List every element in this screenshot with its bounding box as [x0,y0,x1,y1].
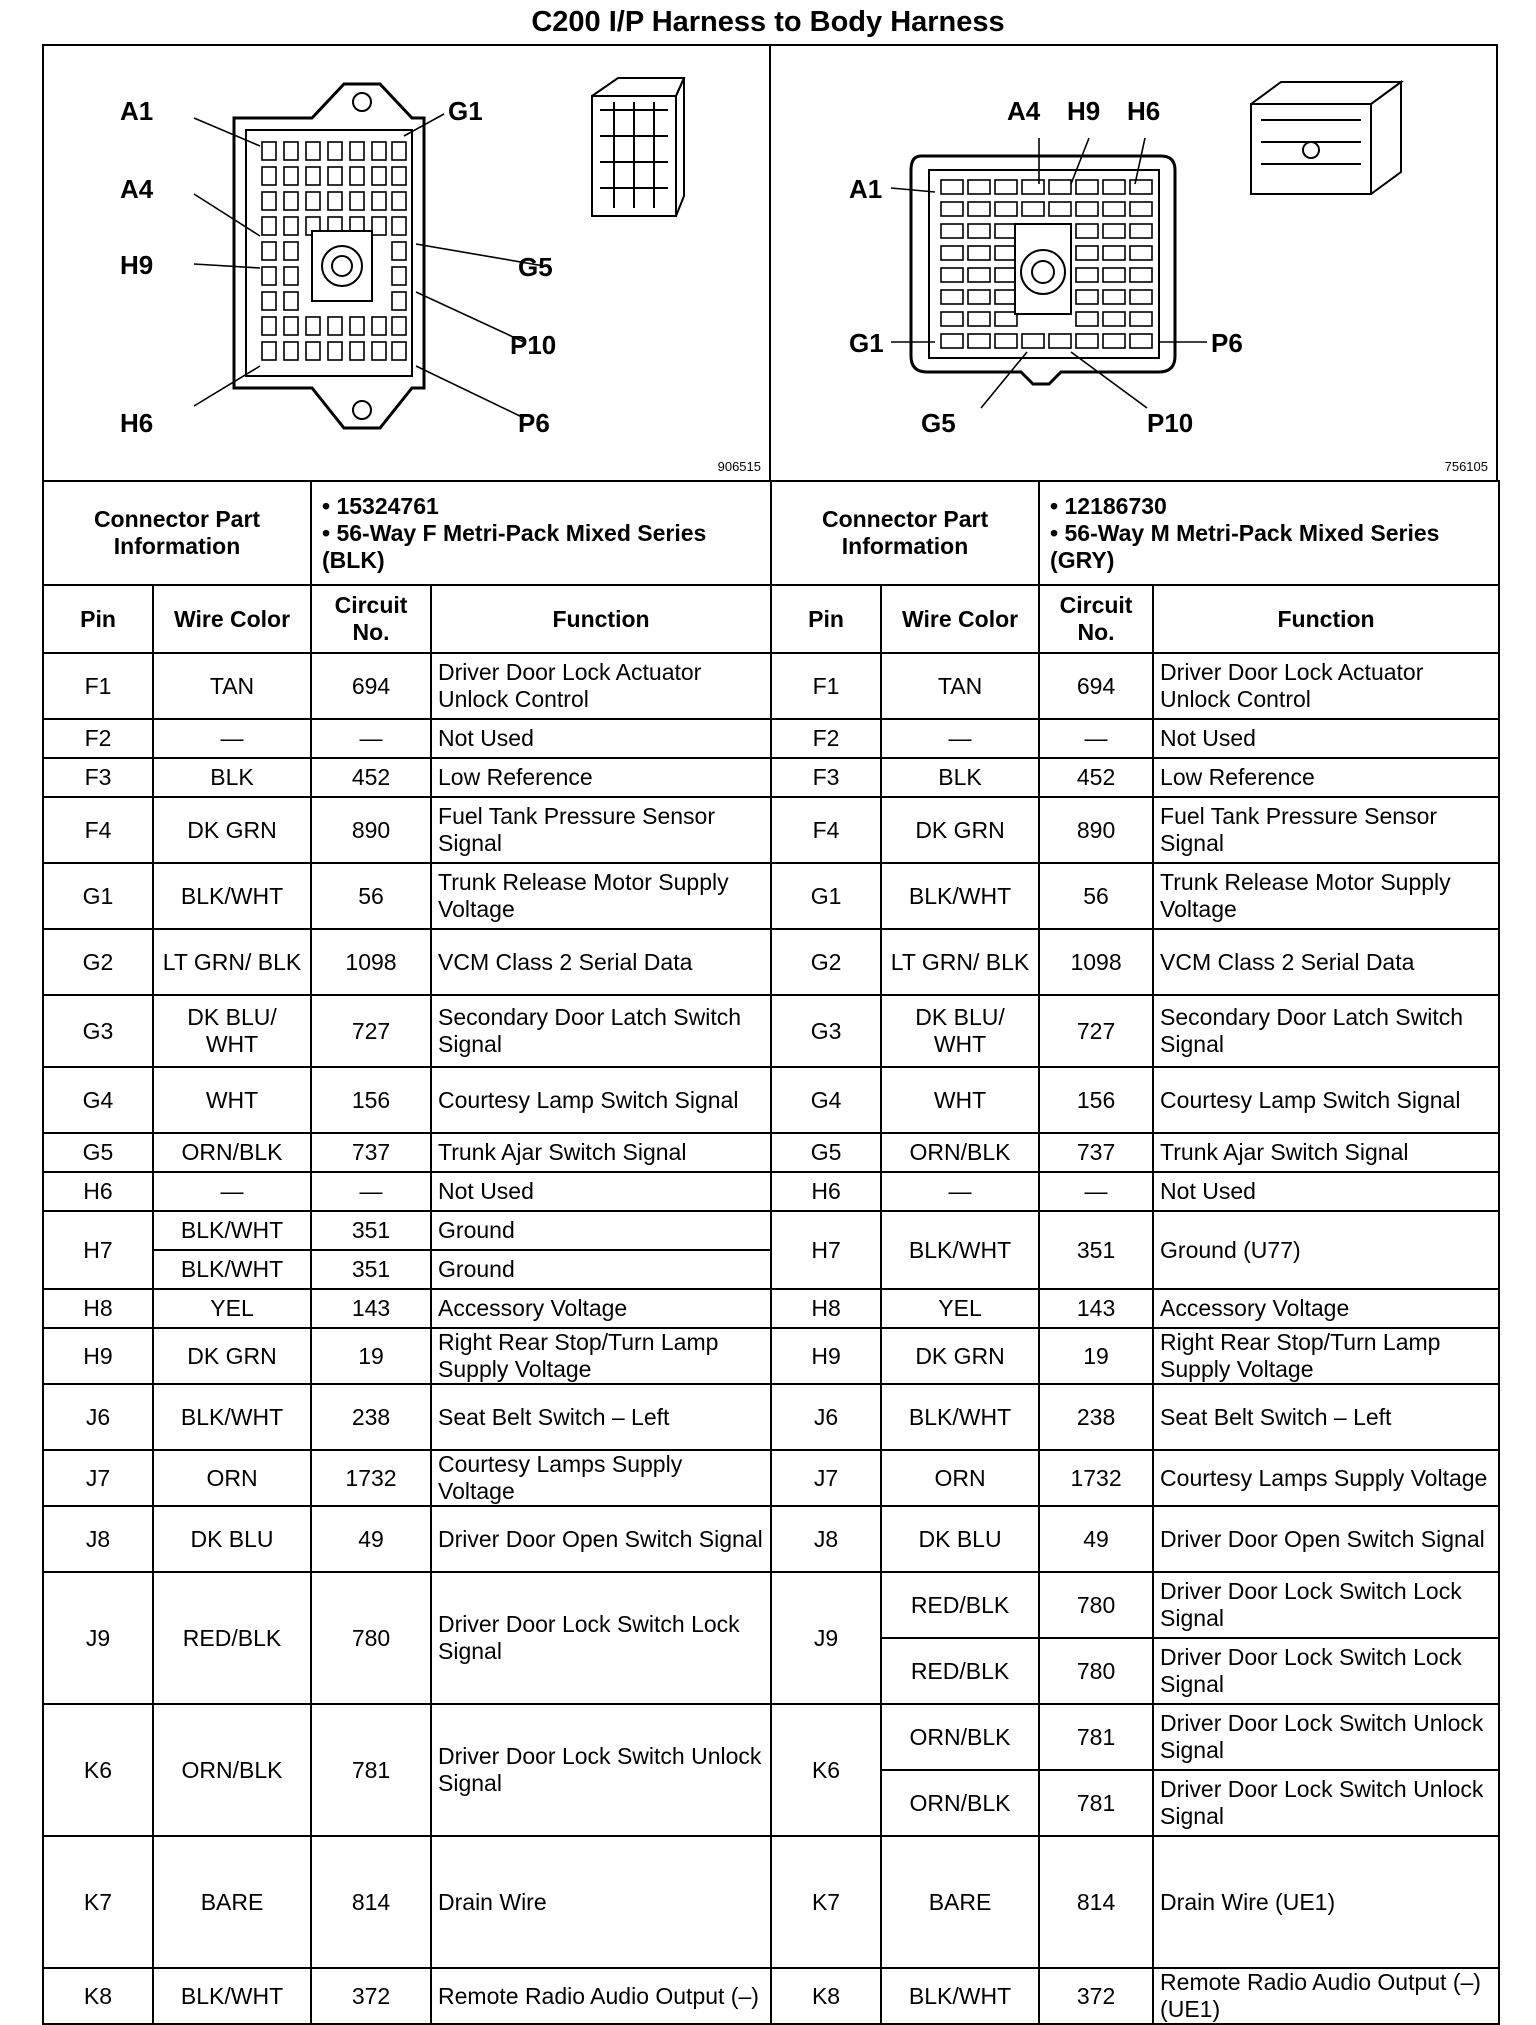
left-wire-color-cell: ORN/BLK [153,1133,311,1172]
left-circuit-cell: 890 [311,797,431,863]
right-function-cell: Trunk Release Motor Supply Voltage [1153,863,1499,929]
right-bullet-1: • [1050,492,1059,519]
right-wire-color-header: Wire Color [881,585,1039,653]
right-circuit-cell: 56 [1039,863,1153,929]
left-connector-diagram [44,46,771,480]
left-bullet-2: • [322,519,331,546]
right-pin-cell: H9 [771,1328,881,1384]
left-wire-color-cell: — [153,719,311,758]
right-circuit-cell: 1732 [1039,1450,1153,1506]
left-wire-color-cell: BLK/WHT [153,1250,311,1289]
left-pin-cell: J7 [43,1450,153,1506]
left-circuit-cell: 351 [311,1211,431,1250]
right-callout-G1: G1 [849,328,884,358]
right-wire-color-cell: TAN [881,653,1039,719]
left-circuit-cell: 780 [311,1572,431,1704]
left-wire-color-cell: LT GRN/ BLK [153,929,311,995]
table-row [43,995,1499,1067]
left-callout-G1: G1 [448,96,483,126]
right-pin-cell: G3 [771,995,881,1067]
left-function-cell: Fuel Tank Pressure Sensor Signal [431,797,771,863]
left-function-header: Function [431,585,771,653]
right-function-cell: Seat Belt Switch – Left [1153,1384,1499,1450]
left-function-cell: Secondary Door Latch Switch Signal [431,995,771,1067]
right-circuit-cell: — [1039,719,1153,758]
left-function-cell: Courtesy Lamps Supply Voltage [431,1450,771,1506]
right-function-header: Function [1153,585,1499,653]
left-pin-cell: F3 [43,758,153,797]
left-circuit-cell: 694 [311,653,431,719]
right-pin-cell: G4 [771,1067,881,1133]
left-pin-cell: H7 [43,1211,153,1289]
right-description: 56-Way M Metri-Pack Mixed Series (GRY) [1050,519,1440,573]
left-circuit-cell: 156 [311,1067,431,1133]
right-function-cell: Drain Wire (UE1) [1153,1836,1499,1968]
left-function-cell: Drain Wire [431,1836,771,1968]
left-pin-cell: K7 [43,1836,153,1968]
right-callout-P10: P10 [1147,408,1194,438]
right-circuit-cell: 351 [1039,1211,1153,1289]
right-function-cell: Right Rear Stop/Turn Lamp Supply Voltage [1153,1328,1499,1384]
left-pin-cell: H8 [43,1289,153,1328]
table-row [43,1836,1499,1968]
left-callout-G5: G5 [518,252,553,282]
left-function-cell: Trunk Release Motor Supply Voltage [431,863,771,929]
left-circuit-cell: 452 [311,758,431,797]
left-circuit-cell: — [311,1172,431,1211]
left-part-number: 15324761 [336,492,439,519]
right-circuit-cell: 727 [1039,995,1153,1067]
left-circuit-cell: 143 [311,1289,431,1328]
right-pin-cell: G1 [771,863,881,929]
left-circuit-cell: 19 [311,1328,431,1384]
table-row [43,758,1499,797]
right-pin-cell: K7 [771,1836,881,1968]
right-wire-color-cell: ORN [881,1450,1039,1506]
right-function-cell: Driver Door Lock Switch Unlock Signal [1153,1770,1499,1836]
table-row [43,1211,1499,1250]
left-function-cell: Ground [431,1211,771,1250]
left-circuit-cell: 727 [311,995,431,1067]
left-wire-color-cell: DK GRN [153,1328,311,1384]
right-wire-color-cell: WHT [881,1067,1039,1133]
right-bullet-2: • [1050,519,1059,546]
right-pin-cell: F2 [771,719,881,758]
table-row [43,797,1499,863]
left-circuit-cell: 372 [311,1968,431,2024]
right-wire-color-cell: YEL [881,1289,1039,1328]
table-row [43,1572,1499,1638]
left-pin-cell: F2 [43,719,153,758]
right-pin-cell: K6 [771,1704,881,1836]
right-pin-header: Pin [771,585,881,653]
right-function-cell: Driver Door Open Switch Signal [1153,1506,1499,1572]
right-function-cell: Not Used [1153,1172,1499,1211]
right-info-label: Connector Part Information [771,481,1039,585]
right-wire-color-cell: RED/BLK [881,1572,1039,1638]
left-pin-cell: J8 [43,1506,153,1572]
table-row [43,1289,1499,1328]
right-circuit-cell: 156 [1039,1067,1153,1133]
right-wire-color-cell: DK GRN [881,1328,1039,1384]
left-circuit-cell: 1098 [311,929,431,995]
right-wire-color-cell: DK BLU [881,1506,1039,1572]
left-pin-cell: G2 [43,929,153,995]
right-function-cell: Fuel Tank Pressure Sensor Signal [1153,797,1499,863]
left-function-cell: Driver Door Lock Switch Unlock Signal [431,1704,771,1836]
left-callout-H6: H6 [120,408,154,438]
right-pin-cell: K8 [771,1968,881,2024]
right-circuit-cell: 814 [1039,1836,1153,1968]
right-wire-color-cell: ORN/BLK [881,1133,1039,1172]
table-row [43,1328,1499,1384]
left-function-cell: Driver Door Lock Actuator Unlock Control [431,653,771,719]
left-figure-id: 906515 [717,459,761,474]
right-circuit-cell: 1098 [1039,929,1153,995]
right-circuit-cell: 452 [1039,758,1153,797]
right-function-cell: Courtesy Lamps Supply Voltage [1153,1450,1499,1506]
left-pin-cell: K6 [43,1704,153,1836]
right-callout-A1: A1 [849,174,883,204]
connector-diagrams [42,44,1498,480]
right-circuit-cell: 780 [1039,1572,1153,1638]
right-function-cell: Low Reference [1153,758,1499,797]
left-wire-color-cell: DK BLU [153,1506,311,1572]
table-row [43,929,1499,995]
left-callout-P6: P6 [518,408,550,438]
left-function-cell: Remote Radio Audio Output (–) [431,1968,771,2024]
right-wire-color-cell: BLK [881,758,1039,797]
left-callout-P10: P10 [510,330,557,360]
right-function-cell: Not Used [1153,719,1499,758]
left-circuit-cell: 351 [311,1250,431,1289]
left-wire-color-cell: ORN [153,1450,311,1506]
right-function-cell: Courtesy Lamp Switch Signal [1153,1067,1499,1133]
table-row [43,1384,1499,1450]
left-wire-color-cell: BARE [153,1836,311,1968]
left-pin-cell: F1 [43,653,153,719]
table-row [43,719,1499,758]
left-circuit-header: Circuit No. [311,585,431,653]
left-wire-color-cell: BLK/WHT [153,863,311,929]
left-function-cell: Low Reference [431,758,771,797]
left-function-cell: Trunk Ajar Switch Signal [431,1133,771,1172]
table-row [43,653,1499,719]
left-circuit-cell: 781 [311,1704,431,1836]
table-row [43,1506,1499,1572]
right-pin-cell: H8 [771,1289,881,1328]
left-circuit-cell: 814 [311,1836,431,1968]
right-pin-cell: H6 [771,1172,881,1211]
left-callout-H9: H9 [120,250,154,280]
left-callout-A4: A4 [120,174,154,204]
right-circuit-cell: 737 [1039,1133,1153,1172]
right-circuit-cell: 781 [1039,1770,1153,1836]
right-connector-diagram [771,46,1496,480]
right-wire-color-cell: ORN/BLK [881,1704,1039,1770]
left-callout-A1: A1 [120,96,154,126]
left-function-cell: Not Used [431,719,771,758]
right-circuit-cell: — [1039,1172,1153,1211]
right-wire-color-cell: — [881,719,1039,758]
table-row [43,1450,1499,1506]
right-wire-color-cell: BARE [881,1836,1039,1968]
table-row [43,1968,1499,2024]
left-pin-cell: G3 [43,995,153,1067]
table-row [43,1704,1499,1770]
left-pin-cell: J9 [43,1572,153,1704]
right-pin-cell: J7 [771,1450,881,1506]
left-info-list [311,481,771,585]
left-pin-cell: F4 [43,797,153,863]
table-row [43,863,1499,929]
right-circuit-cell: 890 [1039,797,1153,863]
right-wire-color-cell: BLK/WHT [881,1211,1039,1289]
right-pin-cell: F4 [771,797,881,863]
right-function-cell: VCM Class 2 Serial Data [1153,929,1499,995]
right-function-cell: Ground (U77) [1153,1211,1499,1289]
left-wire-color-cell: BLK/WHT [153,1211,311,1250]
right-pin-cell: G5 [771,1133,881,1172]
left-wire-color-cell: YEL [153,1289,311,1328]
right-pin-cell: J9 [771,1572,881,1704]
left-circuit-cell: 737 [311,1133,431,1172]
right-pin-cell: G2 [771,929,881,995]
right-wire-color-cell: DK BLU/ WHT [881,995,1039,1067]
right-function-cell: Trunk Ajar Switch Signal [1153,1133,1499,1172]
left-function-cell: Driver Door Open Switch Signal [431,1506,771,1572]
left-wire-color-cell: BLK/WHT [153,1384,311,1450]
left-wire-color-cell: DK BLU/ WHT [153,995,311,1067]
left-wire-color-cell: — [153,1172,311,1211]
left-pin-cell: G4 [43,1067,153,1133]
right-info-list [1039,481,1499,585]
left-circuit-cell: 1732 [311,1450,431,1506]
right-callout-A4: A4 [1007,96,1041,126]
page-title: C200 I/P Harness to Body Harness [531,6,1005,38]
right-wire-color-cell: BLK/WHT [881,1968,1039,2024]
left-pin-header: Pin [43,585,153,653]
right-wire-color-cell: — [881,1172,1039,1211]
right-wire-color-cell: BLK/WHT [881,1384,1039,1450]
right-circuit-cell: 780 [1039,1638,1153,1704]
left-function-cell: Courtesy Lamp Switch Signal [431,1067,771,1133]
right-pin-cell: J8 [771,1506,881,1572]
left-function-cell: Driver Door Lock Switch Lock Signal [431,1572,771,1704]
right-figure-id: 756105 [1444,459,1488,474]
right-wire-color-cell: DK GRN [881,797,1039,863]
right-pin-cell: H7 [771,1211,881,1289]
right-wire-color-cell: ORN/BLK [881,1770,1039,1836]
right-function-cell: Driver Door Lock Switch Unlock Signal [1153,1704,1499,1770]
left-function-cell: Ground [431,1250,771,1289]
left-wire-color-cell: BLK [153,758,311,797]
right-circuit-cell: 143 [1039,1289,1153,1328]
right-pin-cell: F1 [771,653,881,719]
left-pin-cell: H6 [43,1172,153,1211]
column-header-row [43,585,1499,653]
left-wire-color-cell: TAN [153,653,311,719]
left-pin-cell: H9 [43,1328,153,1384]
right-pin-cell: F3 [771,758,881,797]
pinout-sheet [42,44,1498,2025]
right-circuit-cell: 372 [1039,1968,1153,2024]
left-circuit-cell: 56 [311,863,431,929]
right-callout-H6: H6 [1127,96,1161,126]
pinout-table [42,480,1500,2025]
left-wire-color-cell: ORN/BLK [153,1704,311,1836]
right-part-number: 12186730 [1064,492,1167,519]
right-callout-G5: G5 [921,408,956,438]
left-circuit-cell: 49 [311,1506,431,1572]
left-info-label: Connector Part Information [43,481,311,585]
right-circuit-cell: 238 [1039,1384,1153,1450]
connector-info-row [43,481,1499,585]
right-callout-P6: P6 [1211,328,1243,358]
left-pin-cell: J6 [43,1384,153,1450]
right-function-cell: Driver Door Lock Switch Lock Signal [1153,1572,1499,1638]
left-function-cell: Accessory Voltage [431,1289,771,1328]
table-row [43,1067,1499,1133]
right-circuit-cell: 781 [1039,1704,1153,1770]
right-pin-cell: J6 [771,1384,881,1450]
left-wire-color-cell: WHT [153,1067,311,1133]
left-function-cell: VCM Class 2 Serial Data [431,929,771,995]
left-pin-cell: K8 [43,1968,153,2024]
right-function-cell: Driver Door Lock Actuator Unlock Control [1153,653,1499,719]
right-wire-color-cell: RED/BLK [881,1638,1039,1704]
table-row [43,1133,1499,1172]
left-circuit-cell: — [311,719,431,758]
right-wire-color-cell: BLK/WHT [881,863,1039,929]
right-circuit-cell: 19 [1039,1328,1153,1384]
left-circuit-cell: 238 [311,1384,431,1450]
left-function-cell: Seat Belt Switch – Left [431,1384,771,1450]
left-pin-cell: G5 [43,1133,153,1172]
right-circuit-header: Circuit No. [1039,585,1153,653]
left-wire-color-cell: BLK/WHT [153,1968,311,2024]
left-wire-color-cell: RED/BLK [153,1572,311,1704]
right-function-cell: Driver Door Lock Switch Lock Signal [1153,1638,1499,1704]
left-function-cell: Not Used [431,1172,771,1211]
left-function-cell: Right Rear Stop/Turn Lamp Supply Voltage [431,1328,771,1384]
left-pin-cell: G1 [43,863,153,929]
table-row [43,1172,1499,1211]
right-wire-color-cell: LT GRN/ BLK [881,929,1039,995]
left-description: 56-Way F Metri-Pack Mixed Series (BLK) [322,519,707,573]
left-bullet-1: • [322,492,331,519]
right-circuit-cell: 49 [1039,1506,1153,1572]
left-wire-color-header: Wire Color [153,585,311,653]
right-function-cell: Secondary Door Latch Switch Signal [1153,995,1499,1067]
right-circuit-cell: 694 [1039,653,1153,719]
right-callout-H9: H9 [1067,96,1101,126]
left-wire-color-cell: DK GRN [153,797,311,863]
right-function-cell: Accessory Voltage [1153,1289,1499,1328]
right-function-cell: Remote Radio Audio Output (–) (UE1) [1153,1968,1499,2024]
